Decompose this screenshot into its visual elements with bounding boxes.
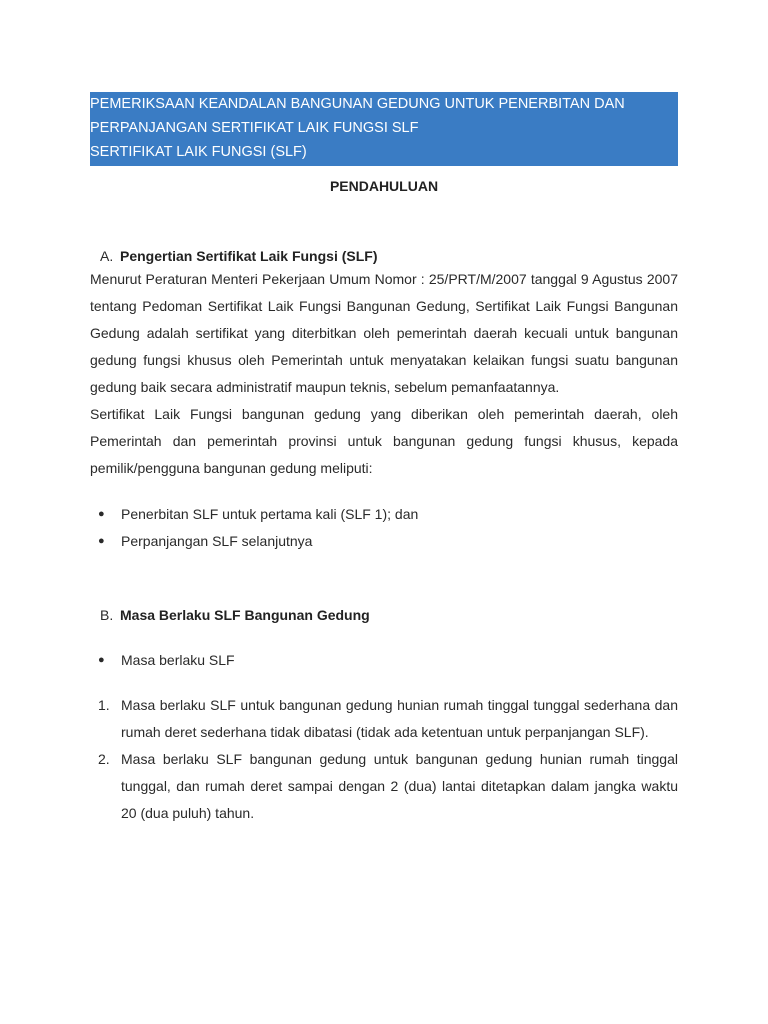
list-item-text: Perpanjangan SLF selanjutnya xyxy=(121,533,313,549)
section-heading-pendahuluan: PENDAHULUAN xyxy=(329,178,439,194)
list-item-text: Masa berlaku SLF untuk bangunan gedung hunian rumah tinggal tunggal sederhana dan rumah deret sederhana tidak dibatasi (tidak ada ketentuan untuk perpanjangan SLF). xyxy=(121,697,678,740)
list-item xyxy=(90,746,678,827)
bullet-icon: ● xyxy=(98,508,105,520)
list-item-text: Penerbitan SLF untuk pertama kali (SLF 1); dan xyxy=(121,506,419,522)
section-b-heading xyxy=(90,605,678,625)
title-line-3: SERTIFIKAT LAIK FUNGSI (SLF) xyxy=(90,144,307,160)
section-b-bullet-list xyxy=(90,647,678,674)
list-item-number: 1. xyxy=(98,697,110,713)
title-line-1: PEMERIKSAAN KEANDALAN BANGUNAN GEDUNG UNTUK PENERBITAN DAN xyxy=(90,96,625,112)
list-item xyxy=(90,692,678,746)
list-item-number: 2. xyxy=(98,751,110,767)
list-item-text: Masa berlaku SLF bangunan gedung untuk bangunan gedung hunian rumah tinggal tunggal, dan rumah deret sampai dengan 2 (dua) lantai ditetapkan dalam jangka waktu 20 (dua puluh) tahun. xyxy=(121,751,678,821)
bullet-icon: ● xyxy=(98,654,105,666)
list-item xyxy=(90,501,678,528)
document-page xyxy=(90,92,678,827)
section-a-paragraph-1: Menurut Peraturan Menteri Pekerjaan Umum Nomor : 25/PRT/M/2007 tanggal 9 Agustus 2007 tentang Pedoman Sertifikat Laik Fungsi Bangunan Gedung, Sertifikat Laik Fungsi Bangunan Gedung adalah sertifikat yang diterbitkan oleh pemerintah daerah kecuali untuk bangunan gedung fungsi khusus oleh Pemerintah untuk menyatakan kelaikan fungsi suatu bangunan gedung baik secara administratif maupun teknis, sebelum pemanfaatannya. xyxy=(90,271,678,395)
section-a-marker: A. xyxy=(100,248,114,264)
section-b-title: Masa Berlaku SLF Bangunan Gedung xyxy=(120,607,370,623)
bullet-icon: ● xyxy=(98,535,105,547)
section-b-marker: B. xyxy=(100,607,114,623)
list-item xyxy=(90,647,678,674)
section-a-bullet-list xyxy=(90,501,678,555)
document-title-block xyxy=(90,92,678,166)
list-item-text: Masa berlaku SLF xyxy=(121,652,235,668)
section-a-paragraph-2: Sertifikat Laik Fungsi bangunan gedung yang diberikan oleh pemerintah daerah, oleh Pemerintah dan pemerintah provinsi untuk bangunan gedung fungsi khusus, kepada pemilik/pengguna bangunan gedung meliputi: xyxy=(90,406,678,476)
section-a-heading xyxy=(90,246,678,266)
section-b-numbered-list xyxy=(90,692,678,827)
section-a-title: Pengertian Sertifikat Laik Fungsi (SLF) xyxy=(120,248,378,264)
list-item xyxy=(90,528,678,555)
title-line-2: PERPANJANGAN SERTIFIKAT LAIK FUNGSI SLF xyxy=(90,120,419,136)
